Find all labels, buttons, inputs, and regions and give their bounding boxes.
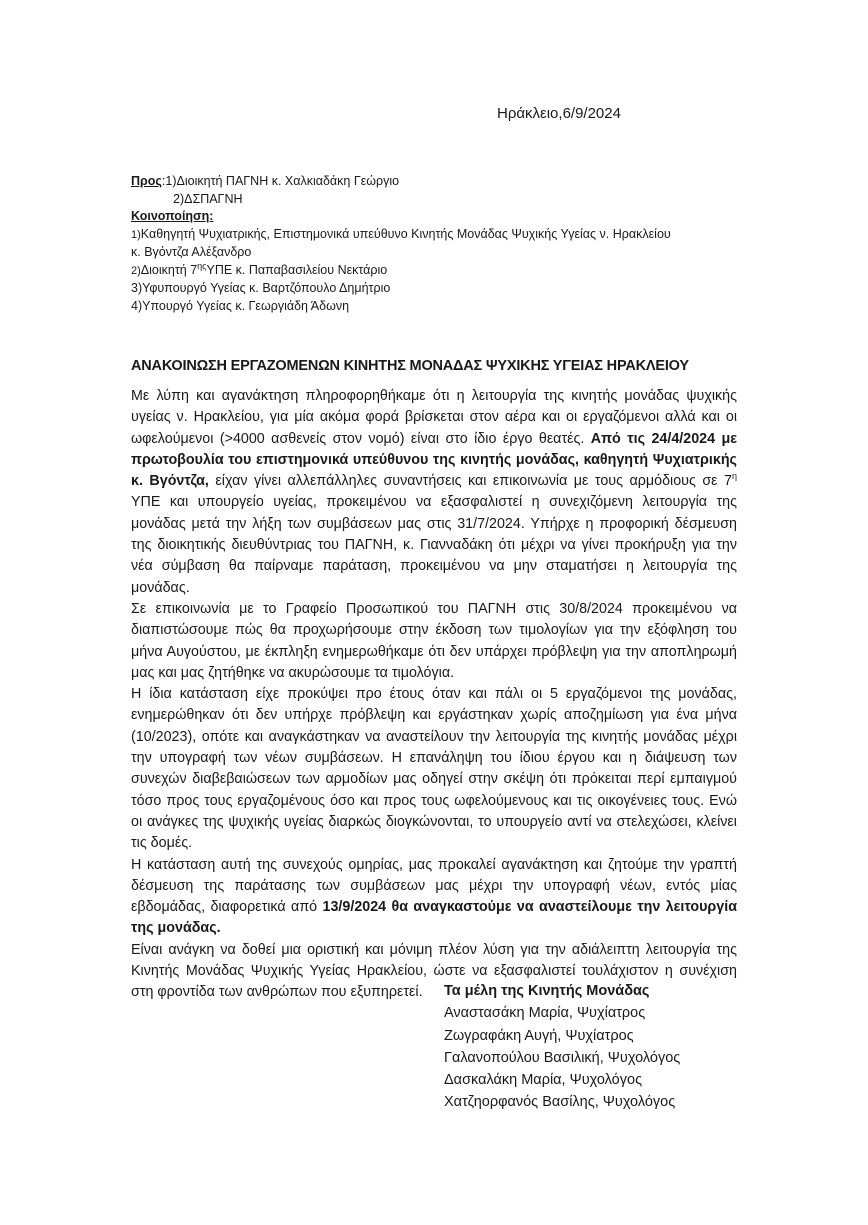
signatory-5: Χατζηορφανός Βασίλης, Ψυχολόγος bbox=[444, 1094, 676, 1111]
signatory-2: Ζωγραφάκη Αυγή, Ψυχίατρος bbox=[444, 1027, 634, 1044]
signature-block bbox=[444, 980, 680, 1114]
signatory-4: Δασκαλάκη Μαρία, Ψυχολόγος bbox=[444, 1072, 643, 1089]
to-label: Προς bbox=[131, 174, 162, 188]
cc-label: Κοινοποίηση: bbox=[131, 209, 214, 223]
paragraph-1: Με λύπη και αγανάκτηση πληροφορηθήκαμε ότι η λειτουργία της κινητής μονάδας ψυχικής υγείας ν. Ηρακλείου, για μία ακόμα φορά βρίσκεται στον αέρα και οι εργαζόμενοι αλλά και οι ωφελούμενοι (>4000 ασθενείς στον νομό) είναι στο ίδιο έργο θεατές. Από τις 24/4/2024 με πρωτοβουλία του επιστημονικά υπεύθυνου της κινητής μονάδας, καθηγητή Ψυχιατρικής κ. Βγόντζα, είχαν γίνει αλλεπάλληλες συναντήσεις και επικοινωνία με τους αρμόδιους σε $7^\eta$ ΥΠΕ και υπουργείο υγείας, προκειμένου να εξασφαλιστεί η συνεχιζόμενη λειτουργία της μονάδας μετά την λήξη των συμβάσεων μας στις 31/7/2024. Υπήρχε η προφορική δέσμευση της διοικητικής διευθύντριας του ΠΑΓΝΗ, κ. Γιανναδάκη ότι μέχρι να γίνει προκήρυξη για την νέα σύμβαση θα παίρναμε παράταση, προκειμένου να μην σταματήσει η λειτουργία της μονάδας. bbox=[131, 388, 738, 596]
cc-item-4: 4)Υπουργό Υγείας κ. Γεωργιάδη Άδωνη bbox=[131, 298, 350, 313]
cc-item-1: 1)Καθηγητή Ψυχιατρικής, Επιστημονικά υπεύθυνο Κινητής Μονάδας Ψυχικής Υγείας ν. Ηρακλείου bbox=[131, 226, 671, 241]
signature-heading: Τα μέλη της Κινητής Μονάδας bbox=[444, 983, 650, 999]
paragraph-5: Είναι ανάγκη να δοθεί μια οριστική και μόνιμη πλέον λύση για την αδιάλειπτη λειτουργία της Κινητής Μονάδας Ψυχικής Υγείας Ηρακλείου, ώστε να εξασφαλιστεί τουλάχιστον η συνέχιση στη φροντίδα των ανθρώπων που εξυπηρετεί. bbox=[131, 941, 737, 1001]
recipients-block bbox=[131, 173, 751, 315]
place-date: Ηράκλειο,6/9/2024 bbox=[497, 105, 621, 122]
signatory-3: Γαλανοπούλου Βασιλική, Ψυχολόγος bbox=[444, 1049, 681, 1066]
to-recipient-1: 1)Διοικητή ΠΑΓΝΗ κ. Χαλκιαδάκη Γεώργιο bbox=[165, 174, 400, 188]
paragraph-4: Η κατάσταση αυτή της συνεχούς ομηρίας, μας προκαλεί αγανάκτηση και ζητούμε την γραπτή δέσμευση της παράτασης των συμβάσεων μας μέχρι την υπογραφή νέων, εντός μίας εβδομάδας, διαφορετικά από 13/9/2024 θα αναγκαστούμε να αναστείλουμε την λειτουργία της μονάδας. bbox=[131, 856, 737, 937]
cc-item-1-cont: κ. Βγόντζα Αλέξανδρο bbox=[131, 245, 252, 259]
to-recipient-2: 2)ΔΣΠΑΓΝΗ bbox=[173, 191, 243, 206]
announcement-body bbox=[131, 386, 737, 1004]
cc-item-2: 2)Διοικητή $7^{\eta\varsigma}\Upsilon\Pi E$ κ. Παπαβασιλείου Νεκτάριο bbox=[131, 260, 388, 277]
signatory-1: Αναστασάκη Μαρία, Ψυχίατρος bbox=[444, 1005, 646, 1022]
paragraph-2: Σε επικοινωνία με το Γραφείο Προσωπικού του ΠΑΓΝΗ στις 30/8/2024 προκειμένου να διαπιστώσουμε πώς θα προχωρήσουμε στην έκδοση των τιμολογίων για την εξόφληση του μήνα Αυγούστου, με έκπληξη ενημερωθήκαμε ότι δεν υπάρχει πρόβλεψη για την αποπληρωμή μας και μας ζητήθηκε να ακυρώσουμε τα τιμολόγια. bbox=[131, 600, 737, 681]
paragraph-3: Η ίδια κατάσταση είχε προκύψει προ έτους όταν και πάλι οι 5 εργαζόμενοι της μονάδας, ενημερώθηκαν ότι δεν υπήρχε πρόβλεψη και εργάστηκαν χωρίς αποζημίωση για ένα μήνα (10/2023), οπότε και αναγκάστηκαν να αναστείλουν την λειτουργία της κινητής μονάδας μέχρι την υπογραφή των νέων συμβάσεων. Η επανάληψη του ίδιου έργου και η διάψευση των συνεχών διαβεβαιώσεων των αρμοδίων μας οδηγεί στην σκέψη ότι πρόκειται περί εμπαιγμού τόσο προς τους εργαζομένους όσο και προς τους ωφελούμενους και τις οικογένειες τους. Ενώ οι ανάγκες της ψυχικής υγείας διαρκώς διογκώνονται, το υπουργείο αντί να στελεχώσει, κλείνει τις δομές. bbox=[131, 686, 737, 852]
to-line-1: Προς:1)Διοικητή ΠΑΓΝΗ κ. Χαλκιαδάκη Γεώργιο bbox=[131, 174, 400, 188]
cc-item-3: 3)Υφυπουργό Υγείας κ. Βαρτζόπουλο Δημήτριο bbox=[131, 281, 391, 295]
announcement-title: ΑΝΑΚΟΙΝΩΣΗ ΕΡΓΑΖΟΜΕΝΩΝ ΚΙΝΗΤΗΣ ΜΟΝΑΔΑΣ ΨΥΧΙΚΗΣ ΥΓΕΙΑΣ ΗΡΑΚΛΕΙΟΥ bbox=[131, 358, 689, 374]
